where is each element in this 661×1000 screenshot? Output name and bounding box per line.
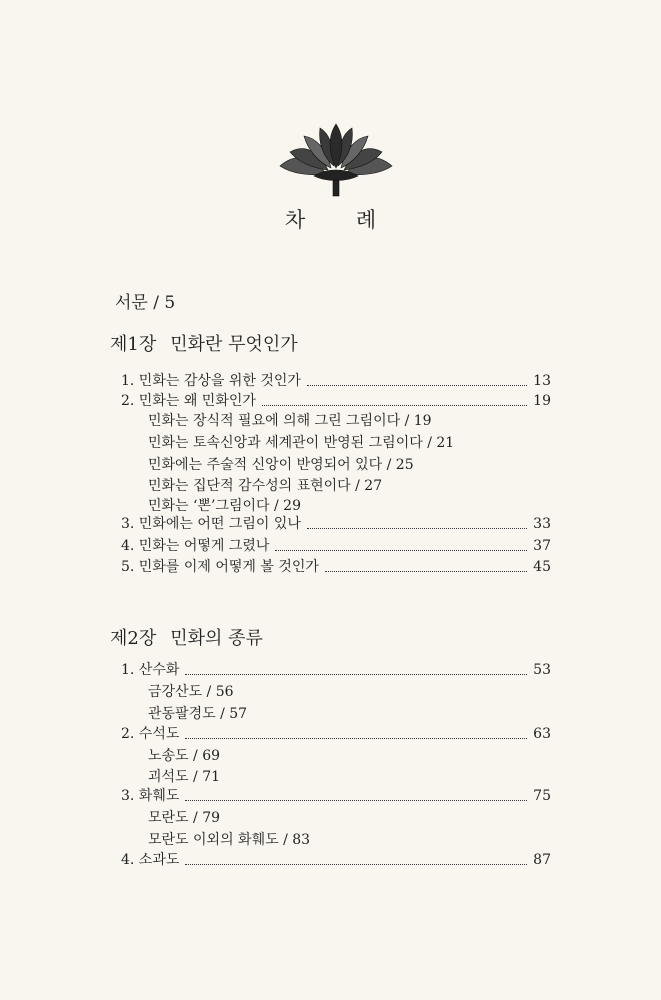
lotus-icon [276, 122, 396, 198]
chapter-number: 제1장 [110, 334, 157, 355]
leader-dots [275, 549, 527, 551]
toc-entry[interactable] [121, 660, 551, 680]
leader-dots [262, 404, 527, 406]
entry-label: 4. 민화는 어떻게 그렸나 [121, 538, 270, 554]
page-number: 37 [533, 538, 551, 554]
page-number: 63 [533, 726, 551, 742]
toc-subentry[interactable]: 민화는 장식적 필요에 의해 그린 그림이다 / 19 [148, 413, 432, 429]
leader-dots [185, 737, 527, 739]
toc-subentry[interactable]: 민화는 집단적 감수성의 표현이다 / 27 [148, 478, 383, 494]
entry-label: 1. 산수화 [121, 662, 180, 678]
page-number: 87 [533, 852, 551, 868]
page-number: 13 [533, 373, 551, 389]
toc-entry[interactable] [121, 514, 551, 534]
leader-dots [307, 384, 527, 386]
entry-label: 2. 수석도 [121, 726, 180, 742]
toc-subentry[interactable]: 민화는 토속신앙과 세계관이 반영된 그림이다 / 21 [148, 435, 455, 451]
toc-subentry[interactable]: 금강산도 / 56 [148, 684, 234, 700]
chapter-1-heading [110, 330, 298, 356]
page-number: 53 [533, 662, 551, 678]
leader-dots [185, 673, 527, 675]
toc-entry[interactable] [121, 786, 551, 806]
entry-label: 1. 민화는 감상을 위한 것인가 [121, 373, 301, 389]
entry-label: 2. 민화는 왜 민화인가 [121, 393, 256, 409]
toc-entry[interactable] [121, 391, 551, 411]
page-number: 45 [533, 559, 551, 575]
toc-subentry[interactable]: 민화에는 주술적 신앙이 반영되어 있다 / 25 [148, 457, 414, 473]
toc-entry[interactable] [121, 850, 551, 870]
chapter-number: 제2장 [110, 628, 157, 649]
toc-entry[interactable] [121, 557, 551, 577]
page-number: 19 [533, 393, 551, 409]
entry-label: 3. 화훼도 [121, 788, 180, 804]
leader-dots [185, 799, 527, 801]
entry-label: 4. 소과도 [121, 852, 180, 868]
toc-subentry[interactable]: 노송도 / 69 [148, 748, 221, 764]
entry-label: 5. 민화를 이제 어떻게 볼 것인가 [121, 559, 319, 575]
chapter-2-heading [110, 624, 263, 650]
leader-dots [307, 527, 527, 529]
entry-label: 3. 민화에는 어떤 그림이 있나 [121, 516, 301, 532]
toc-subentry[interactable]: 괴석도 / 71 [148, 769, 221, 785]
chapter-title: 민화란 무엇인가 [170, 334, 298, 355]
page-number: 33 [533, 516, 551, 532]
leader-dots [185, 863, 527, 865]
toc-entry[interactable] [121, 724, 551, 744]
toc-entry[interactable] [121, 371, 551, 391]
toc-subentry[interactable]: 모란도 이외의 화훼도 / 83 [148, 832, 311, 848]
toc-subentry[interactable]: 민화는 ‘뽄’그림이다 / 29 [148, 498, 301, 514]
toc-subentry[interactable]: 관동팔경도 / 57 [148, 706, 248, 722]
toc-subentry[interactable]: 모란도 / 79 [148, 810, 221, 826]
leader-dots [325, 570, 527, 572]
chapter-title: 민화의 종류 [170, 628, 263, 649]
preface-entry[interactable]: 서문 / 5 [115, 293, 176, 313]
toc-title: 차 례 [284, 208, 399, 232]
page-number: 75 [533, 788, 551, 804]
toc-entry[interactable] [121, 536, 551, 556]
